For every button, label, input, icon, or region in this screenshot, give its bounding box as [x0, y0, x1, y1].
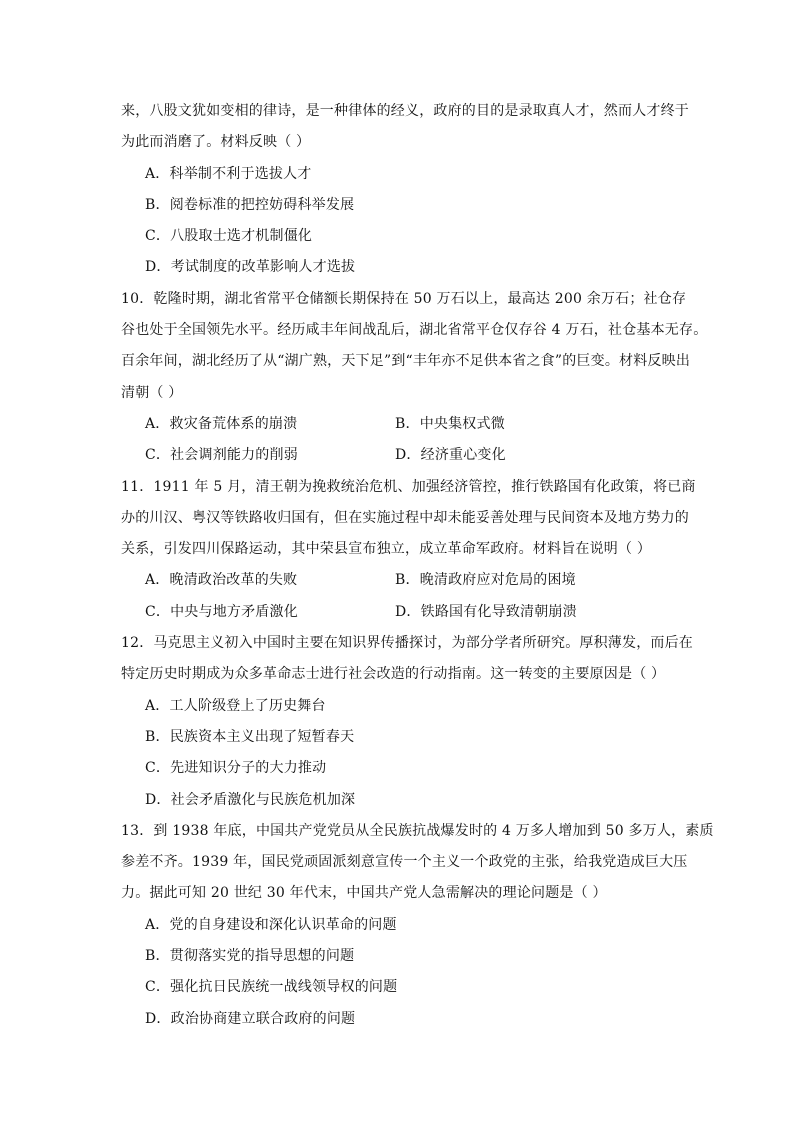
option-a: A．科举制不利于选拔人才: [145, 165, 312, 182]
question-stem-line: 特定历史时期成为众多革命志士进行社会改造的行动指南。这一转变的主要原因是（ ）: [121, 666, 666, 683]
option-b: B．阅卷标准的把控妨碍科举发展: [145, 196, 355, 213]
question-stem-line: 清朝（ ）: [121, 384, 183, 401]
question-stem-line: 百余年间，湖北经历了从“湖广熟，天下足”到“丰年亦不足供本省之食”的巨变。材料反映出: [121, 353, 691, 370]
question-stem-line: 来，八股文犹如变相的律诗，是一种律体的经义，政府的目的是录取真人才，然而人才终于: [121, 103, 689, 119]
option-a: A．工人阶级登上了历史舞台: [145, 697, 326, 714]
question-stem-line: 关系，引发四川保路运动，其中荣县宣布独立，成立革命军政府。材料旨在说明（ ）: [121, 541, 652, 558]
question-stem-line: 12．马克思主义初入中国时主要在知识界传播探讨，为部分学者所研究。厚积薄发，而后在: [121, 635, 694, 652]
option-b: B．晚清政府应对危局的困境: [395, 572, 576, 589]
question-stem-line: 办的川汉、粤汉等铁路收归国有，但在实施过程中却未能妥善处理与民间资本及地方势力的: [121, 509, 689, 526]
option-b: B．民族资本主义出现了短暂春天: [145, 728, 355, 745]
option-d: D．社会矛盾激化与民族危机加深: [145, 791, 356, 808]
option-d: D．铁路国有化导致清朝崩溃: [395, 603, 577, 620]
question-stem-line: 为此而消磨了。材料反映（ ）: [121, 134, 311, 151]
option-row: [121, 440, 681, 471]
option-c: C．中央与地方矛盾激化: [145, 603, 298, 620]
option-b: B．中央集权式微: [395, 415, 505, 432]
option-d: D．经济重心变化: [395, 447, 506, 464]
question-stem-line: 11．1911 年 5 月，清王朝为挽救统治危机、加强经济管控，推行铁路国有化政策，将已商: [121, 478, 696, 495]
question-9: [121, 96, 689, 284]
option-a: A．晚清政治改革的失败: [145, 572, 298, 589]
option-row: [121, 597, 681, 628]
option-a: A．党的自身建设和深化认识革命的问题: [145, 916, 397, 933]
option-d: D．考试制度的改革影响人才选拔: [145, 259, 356, 276]
question-11: [121, 472, 696, 628]
option-row: [121, 565, 681, 596]
question-stem-line: 力。据此可知 20 世纪 30 年代末，中国共产党人急需解决的理论问题是（ ）: [121, 885, 607, 902]
question-13: [121, 816, 714, 1035]
option-c: C．社会调剂能力的削弱: [145, 447, 298, 464]
option-c: C．八股取士选才机制僵化: [145, 228, 313, 245]
option-a: A．救灾备荒体系的崩溃: [145, 415, 298, 432]
question-stem-line: 参差不齐。1939 年，国民党顽固派刻意宣传一个主义一个政党的主张，给我党造成巨大压: [121, 854, 688, 871]
question-stem-line: 13．到 1938 年底，中国共产党党员从全民族抗战爆发时的 4 万多人增加到 50 多万人，素质: [121, 822, 714, 839]
option-row: [121, 409, 681, 440]
option-c: C．先进知识分子的大力推动: [145, 760, 327, 777]
option-d: D．政治协商建立联合政府的问题: [145, 1010, 356, 1027]
question-content: [121, 96, 714, 1035]
question-12: [121, 628, 694, 816]
question-stem-line: 10．乾隆时期，湖北省常平仓储额长期保持在 50 万石以上，最高达 200 余万石；社仓存: [121, 290, 687, 307]
question-10: [121, 284, 708, 472]
option-c: C．强化抗日民族统一战线领导权的问题: [145, 979, 398, 996]
option-b: B．贯彻落实党的指导思想的问题: [145, 948, 355, 965]
question-stem-line: 谷也处于全国领先水平。经历咸丰年间战乱后，湖北省常平仓仅存谷 4 万石，社仓基本无存。: [121, 322, 708, 339]
